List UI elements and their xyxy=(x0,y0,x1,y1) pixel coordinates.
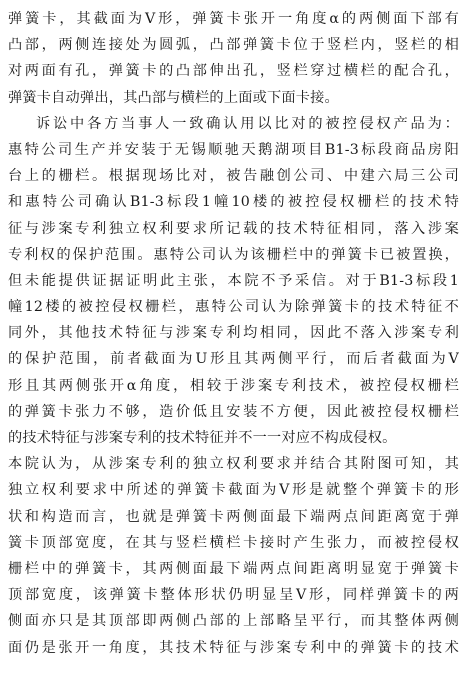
text-line: 侧面亦只是其顶部即两侧凸部的上部略呈平行，而其整体两侧 xyxy=(8,613,459,630)
text-line: 栅栏中的弹簧卡，其两侧面最下端两点间距离明显宽于弹簧卡 xyxy=(8,560,459,577)
text-line: 状和构造而言，也就是弹簧卡两侧面最下端两点间距离宽于弹 xyxy=(8,508,459,525)
text-line: 的技术特征与涉案专利的技术特征并不一一对应不构成侵权。 xyxy=(8,430,397,446)
text-line: 面仍是张开一角度，其技术特征与涉案专利中的弹簧卡的技术 xyxy=(8,639,459,656)
text-line: 簧卡顶部宽度，在其与竖栏横栏卡接时产生张力，而被控侵权 xyxy=(8,534,459,551)
text-line: 对两面有孔，弹簧卡的凸部伸出孔，竖栏穿过横栏的配合孔， xyxy=(8,63,459,80)
text-line: 专利权的保护范围。惠特公司认为该栅栏中的弹簧卡已被置换， xyxy=(8,246,459,263)
text-line: 征与涉案专利独立权利要求所记载的技术特征相同，落入涉案 xyxy=(8,220,459,237)
text-line: 弹簧卡，其截面为V形，弹簧卡张开一角度α的两侧面下部有 xyxy=(8,11,459,27)
text-line: 同外，其他技术特征与涉案专利均相同，因此不落入涉案专利 xyxy=(8,325,459,342)
text-line: 弹簧卡自动弹出，其凸部与横栏的上面或下面卡接。 xyxy=(8,89,339,106)
text-line: 但未能提供证据证明此主张，本院不予采信。对于B1-3标段1 xyxy=(8,272,459,289)
text-line: 凸部，两侧连接处为圆弧，凸部弹簧卡位于竖栏内，竖栏的相 xyxy=(8,37,459,54)
text-line: 的保护范围，前者截面为U形且其两侧平行，而后者截面为V xyxy=(8,351,459,368)
text-line: 独立权利要求中所述的弹簧卡截面为V形是就整个弹簧卡的形 xyxy=(8,482,459,499)
text-line: 的弹簧卡张力不够，造价低且安装不方便，因此被控侵权栅栏 xyxy=(8,403,459,420)
text-line: 诉讼中各方当事人一致确认用以比对的被控侵权产品为： xyxy=(36,115,459,132)
text-line: 台上的栅栏。根据现场比对，被告融创公司、中建六局三公司 xyxy=(8,168,459,185)
text-line: 和惠特公司确认B1-3标段1幢10楼的被控侵权栅栏的技术特 xyxy=(8,194,459,211)
text-line: 顶部宽度，该弹簧卡整体形状仍明显呈V形，同样弹簧卡的两 xyxy=(8,587,459,604)
text-line: 幢12楼的被控侵权栅栏，惠特公司认为除弹簧卡的技术特征不 xyxy=(8,299,459,316)
text-line: 惠特公司生产并安装于无锡顺驰天鹅湖项目B1-3标段商品房阳 xyxy=(8,141,459,158)
text-line: 形且其两侧张开α角度，相较于涉案专利技术，被控侵权栅栏 xyxy=(8,377,459,394)
text-line: 本院认为，从涉案专利的独立权利要求并结合其附图可知，其 xyxy=(8,456,459,473)
